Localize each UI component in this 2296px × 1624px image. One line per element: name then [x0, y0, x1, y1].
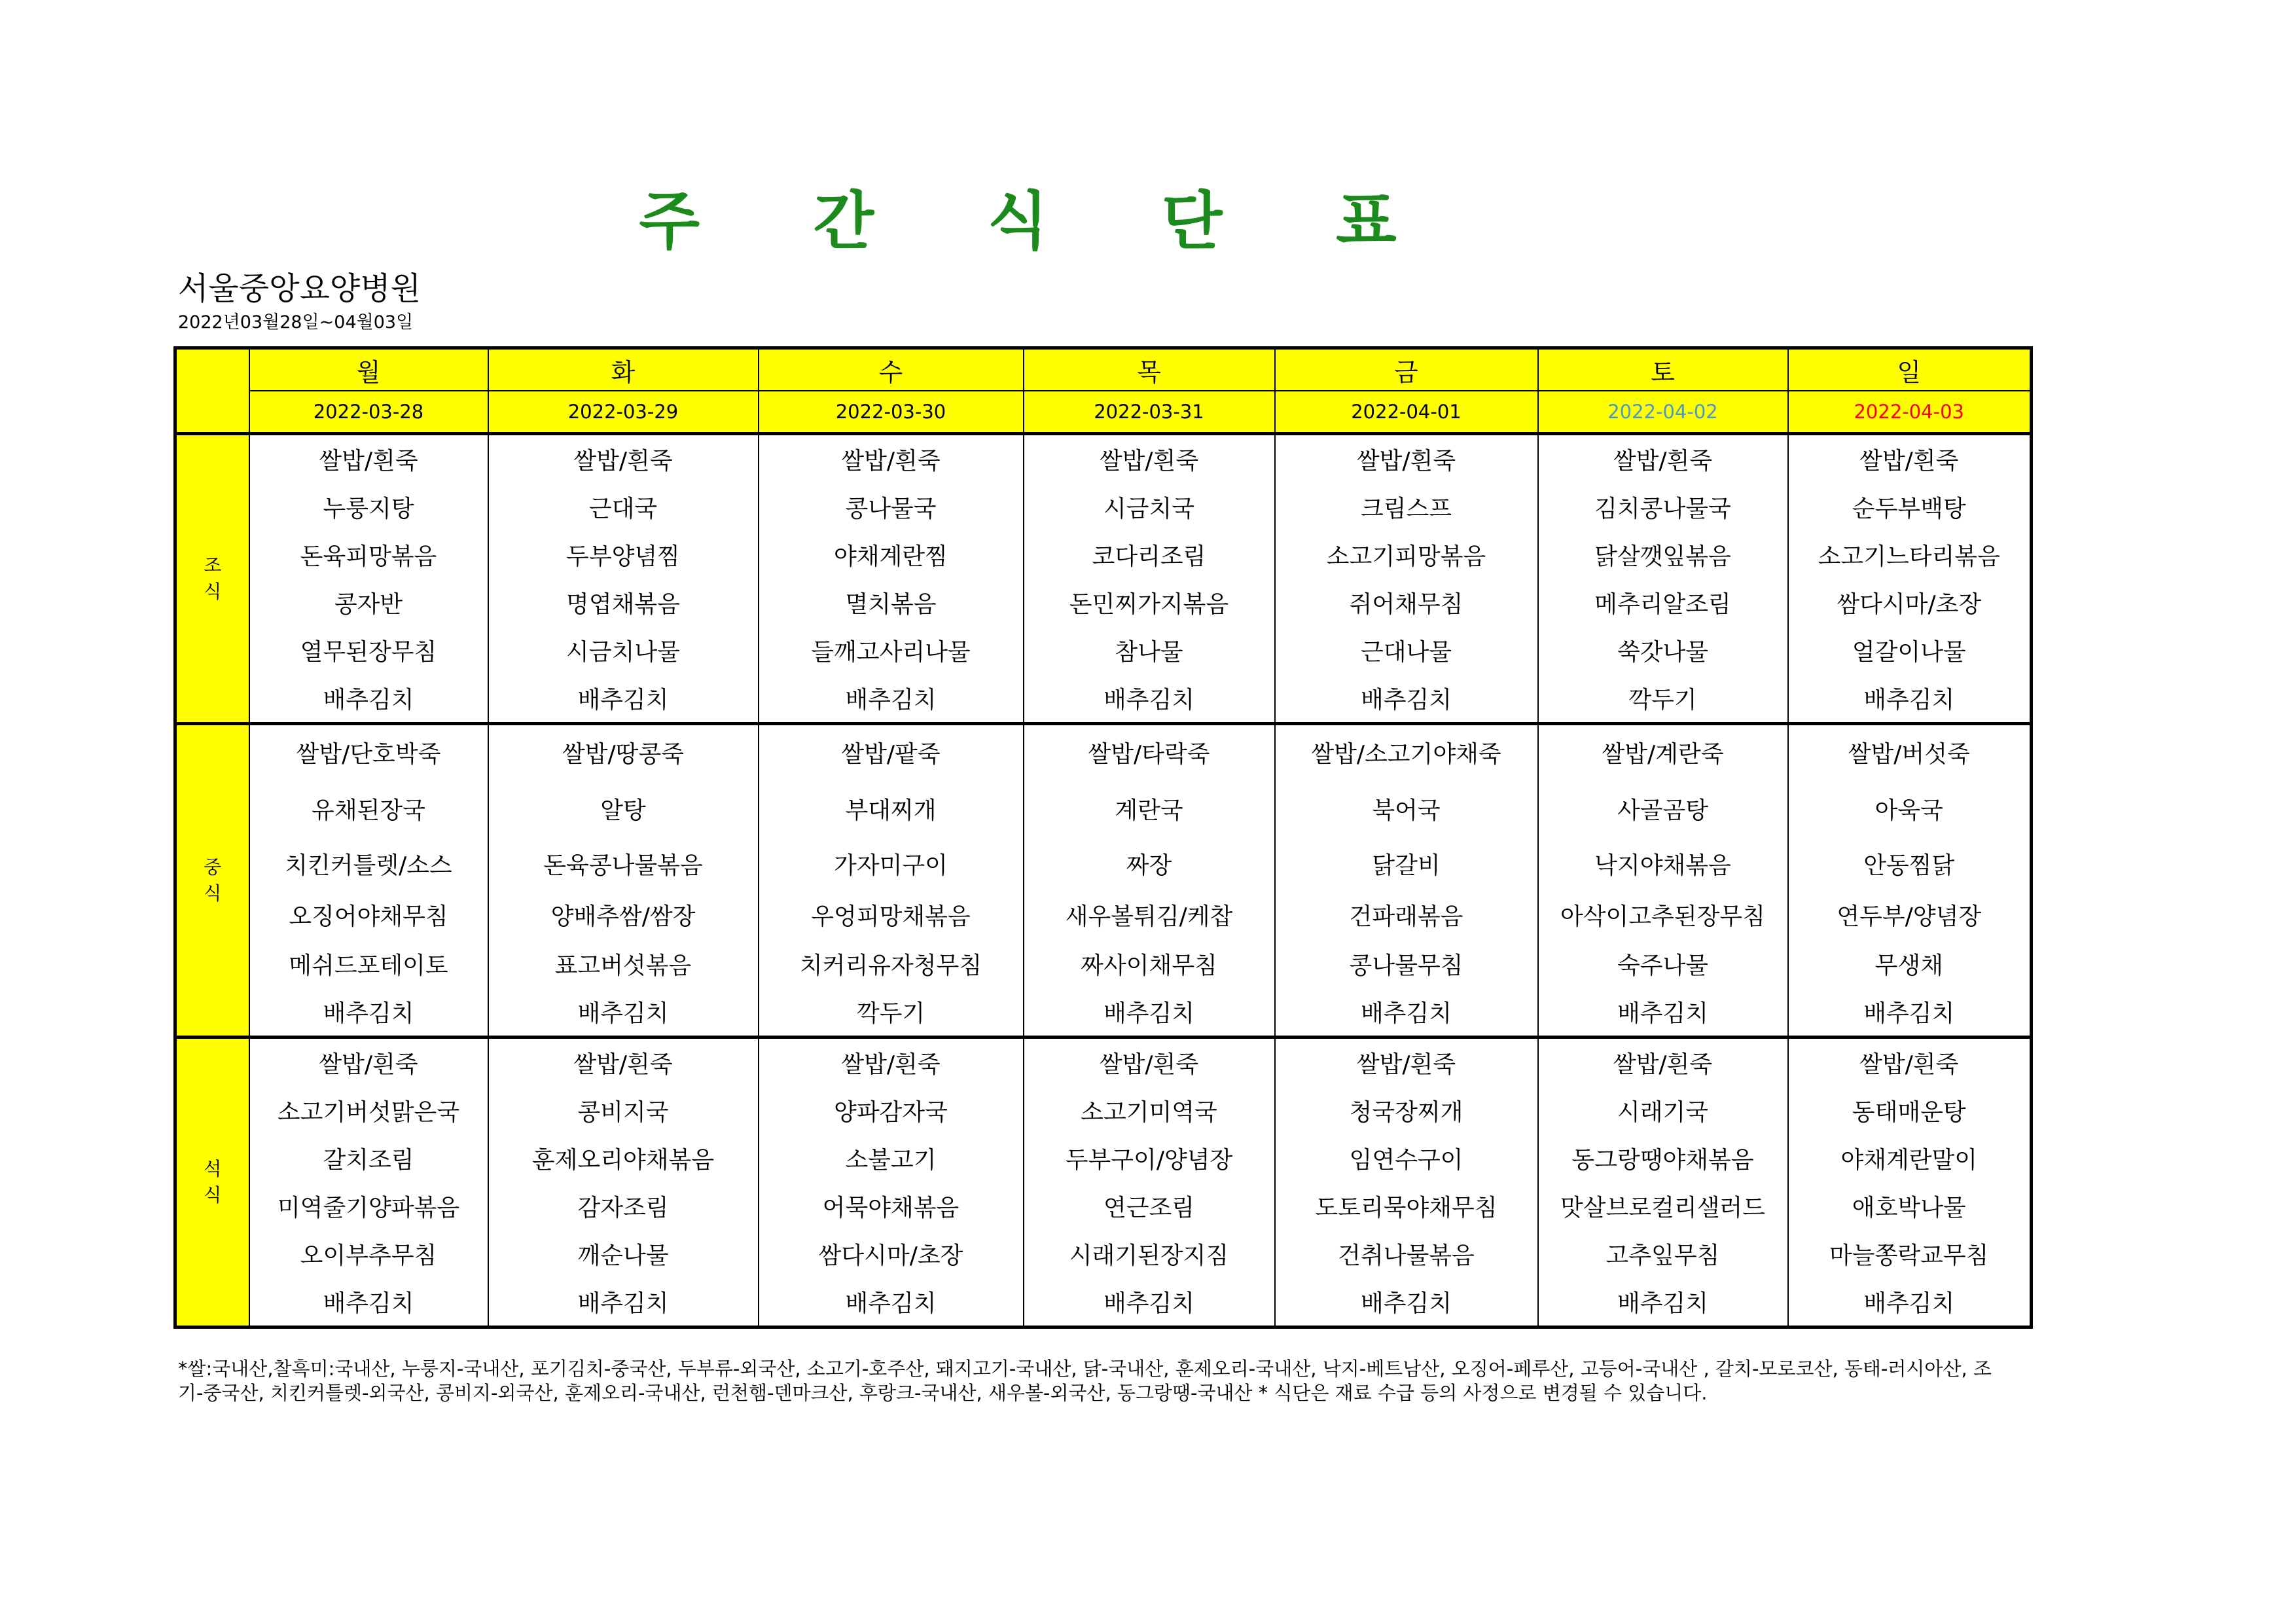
menu-item: 깍두기: [856, 1000, 925, 1027]
menu-item: 쌀밥/흰죽: [1099, 448, 1199, 475]
lunch-mon-cell: [249, 724, 488, 1038]
menu-item: 쌀밥/타락죽: [1088, 740, 1210, 768]
day-header-sun: 일: [1788, 348, 2032, 391]
menu-item: 배추김치: [845, 1290, 937, 1317]
dinner-label-char: 식: [204, 1184, 222, 1206]
menu-item: 깍두기: [1628, 687, 1697, 713]
menu-item: 임연수구이: [1349, 1147, 1463, 1174]
menu-item: 들깨고사리나물: [811, 639, 971, 666]
date-header-sun: 2022-04-03: [1788, 391, 2032, 434]
menu-period: 2022년03월28일~04월03일: [178, 312, 414, 333]
menu-item: 콩비지국: [577, 1099, 669, 1126]
menu-item: 쑥갓나물: [1617, 639, 1709, 666]
menu-item: 명엽채볶음: [566, 591, 680, 618]
menu-item: 근대나물: [1360, 639, 1452, 666]
date-header-mon: 2022-03-28: [249, 391, 488, 434]
menu-item: 표고버섯볶음: [554, 952, 692, 979]
menu-item: 건취나물볶음: [1338, 1242, 1475, 1269]
lunch-tue-cell: [488, 724, 759, 1038]
menu-item: 배추김치: [323, 687, 414, 713]
menu-item: 콩자반: [334, 591, 403, 618]
menu-item: 배추김치: [577, 1000, 669, 1027]
dinner-fri-cell: [1275, 1038, 1538, 1327]
hospital-name: 서울중앙요양병원: [178, 270, 421, 307]
menu-item: 배추김치: [1103, 1290, 1195, 1317]
menu-item: 돈민찌가지볶음: [1069, 591, 1229, 618]
menu-item: 연두부/양념장: [1837, 903, 1982, 930]
menu-item: 맛살브로컬리샐러드: [1560, 1195, 1765, 1221]
menu-item: 양파감자국: [834, 1099, 948, 1126]
menu-item: 쌀밥/버섯죽: [1848, 740, 1970, 768]
menu-item: 배추김치: [1617, 1290, 1709, 1317]
menu-item: 쌀밥/팥죽: [841, 740, 941, 768]
menu-item: 코다리조림: [1092, 543, 1206, 570]
lunch-label-char: 중: [204, 856, 222, 878]
menu-item: 야채계란찜: [834, 543, 948, 570]
menu-item: 배추김치: [323, 1290, 414, 1317]
day-header-thu: 목: [1024, 348, 1275, 391]
menu-item: 무생채: [1874, 952, 1943, 979]
menu-item: 시금치국: [1103, 496, 1195, 522]
menu-item: 쌈다시마/초장: [818, 1242, 963, 1269]
menu-item: 소불고기: [845, 1147, 937, 1174]
lunch-thu-cell: [1024, 724, 1275, 1038]
menu-item: 배추김치: [1863, 687, 1955, 713]
origin-footnote: *쌀:국내산,찰흑미:국내산, 누룽지-국내산, 포기김치-중국산, 두부류-외국산, 소고기-호주산, 돼지고기-국내산, 닭-국내산, 훈제오리-국내산, 낙지-베트남산, 오징어-페루산, 고등어-국내산 , 갈치-모로코산, 동태-러시아산, 조기-중국산, 치킨커틀렛-외국산, 콩비지-외국산, 훈제오리-국내산, 런천햄-덴마크산, 후랑크-국내산, 새우볼-외국산, 동그랑땡-국내산 * 식단은 재료 수급 등의 사정으로 변경될 수 있습니다.: [178, 1358, 1992, 1404]
menu-item: 쌀밥/흰죽: [841, 448, 941, 475]
menu-item: 얼갈이나물: [1852, 639, 1966, 666]
lunch-wed-cell: [759, 724, 1024, 1038]
menu-item: 마늘쫑락교무침: [1829, 1242, 1989, 1269]
day-header-mon: 월: [249, 348, 488, 391]
menu-item: 아삭이고추된장무침: [1560, 903, 1765, 930]
menu-item: 청국장찌개: [1349, 1099, 1463, 1126]
menu-item: 짜장: [1126, 852, 1172, 879]
menu-item: 멸치볶음: [845, 591, 937, 618]
menu-item: 우엉피망채볶음: [811, 903, 971, 930]
dinner-sat-cell: [1538, 1038, 1788, 1327]
menu-item: 배추김치: [1103, 687, 1195, 713]
menu-item: 낙지야채볶음: [1594, 852, 1731, 879]
menu-item: 갈치조림: [323, 1147, 414, 1174]
menu-item: 안동찜닭: [1863, 852, 1955, 879]
menu-item: 도토리묵야채무침: [1315, 1195, 1498, 1221]
menu-item: 메쉬드포테이토: [289, 952, 448, 979]
lunch-row: [175, 724, 2032, 1038]
menu-item: 쌀밥/흰죽: [1356, 1051, 1456, 1078]
menu-item: 새우볼튀김/케찹: [1065, 903, 1233, 930]
date-header-wed: 2022-03-30: [759, 391, 1024, 434]
menu-item: 쌀밥/단호박죽: [296, 740, 441, 768]
menu-item: 배추김치: [1360, 1290, 1452, 1317]
menu-item: 양배추쌈/쌈장: [550, 903, 696, 930]
menu-item: 배추김치: [845, 687, 937, 713]
menu-item: 쌀밥/흰죽: [319, 448, 418, 475]
menu-item: 치커리유자청무침: [799, 952, 982, 979]
menu-item: 배추김치: [1863, 1290, 1955, 1317]
menu-item: 근대국: [588, 496, 658, 522]
breakfast-label-char: 식: [204, 581, 222, 602]
menu-item: 배추김치: [1103, 1000, 1195, 1027]
breakfast-wed-cell: [759, 434, 1024, 724]
menu-item: 애호박나물: [1852, 1195, 1966, 1221]
menu-item: 소고기피망볶음: [1326, 543, 1486, 570]
menu-item: 쌀밥/흰죽: [1613, 448, 1713, 475]
breakfast-row: [175, 434, 2032, 724]
day-header-fri: 금: [1275, 348, 1538, 391]
menu-item: 북어국: [1372, 797, 1441, 824]
date-header-fri: 2022-04-01: [1275, 391, 1538, 434]
menu-item: 소고기미역국: [1081, 1099, 1217, 1126]
menu-item: 시금치나물: [566, 639, 680, 666]
menu-item: 쌀밥/흰죽: [1859, 448, 1959, 475]
menu-item: 짜사이채무침: [1081, 952, 1217, 979]
menu-item: 쌀밥/계란죽: [1602, 740, 1724, 768]
menu-item: 동태매운탕: [1852, 1099, 1966, 1126]
menu-item: 쥐어채무침: [1349, 591, 1463, 618]
menu-item: 닭갈비: [1372, 852, 1441, 879]
menu-item: 크림스프: [1360, 496, 1452, 522]
day-header-wed: 수: [759, 348, 1024, 391]
date-header-sat: 2022-04-02: [1538, 391, 1788, 434]
menu-item: 동그랑땡야채볶음: [1571, 1147, 1754, 1174]
day-header-tue: 화: [488, 348, 759, 391]
menu-item: 배추김치: [1863, 1000, 1955, 1027]
menu-item: 누룽지탕: [323, 496, 414, 522]
menu-item: 쌀밥/흰죽: [1099, 1051, 1199, 1078]
lunch-sun-cell: [1788, 724, 2032, 1038]
menu-item: 배추김치: [577, 1290, 669, 1317]
menu-item: 시래기국: [1617, 1099, 1709, 1126]
menu-item: 두부구이/양념장: [1065, 1147, 1233, 1174]
menu-item: 김치콩나물국: [1594, 496, 1731, 522]
menu-item: 콩나물국: [845, 496, 937, 522]
menu-item: 배추김치: [1360, 1000, 1452, 1027]
dinner-mon-cell: [249, 1038, 488, 1327]
dinner-tue-cell: [488, 1038, 759, 1327]
menu-item: 소고기느타리볶음: [1818, 543, 2000, 570]
menu-item: 쌀밥/흰죽: [1613, 1051, 1713, 1078]
menu-item: 사골곰탕: [1617, 797, 1709, 824]
breakfast-mon-cell: [249, 434, 488, 724]
menu-item: 돈육콩나물볶음: [543, 852, 703, 879]
menu-item: 쌀밥/흰죽: [573, 1051, 673, 1078]
menu-item: 쌀밥/소고기야채죽: [1311, 740, 1501, 768]
menu-item: 알탕: [600, 797, 646, 824]
menu-item: 돈육피망볶음: [300, 543, 437, 570]
menu-item: 훈제오리야채볶음: [531, 1147, 715, 1174]
lunch-label: [175, 724, 249, 1038]
menu-item: 숙주나물: [1617, 952, 1709, 979]
dinner-row: [175, 1038, 2032, 1327]
menu-item: 오징어야채무침: [289, 903, 448, 930]
menu-item: 쌀밥/흰죽: [573, 448, 673, 475]
dinner-wed-cell: [759, 1038, 1024, 1327]
menu-item: 쌀밥/흰죽: [319, 1051, 418, 1078]
menu-item: 쌀밥/흰죽: [841, 1051, 941, 1078]
breakfast-thu-cell: [1024, 434, 1275, 724]
menu-item: 감자조림: [577, 1195, 669, 1221]
menu-item: 메추리알조림: [1594, 591, 1731, 618]
breakfast-sun-cell: [1788, 434, 2032, 724]
dinner-label: [175, 1038, 249, 1327]
menu-item: 소고기버섯맑은국: [277, 1099, 460, 1126]
header-corner: [175, 348, 249, 434]
date-header-thu: 2022-03-31: [1024, 391, 1275, 434]
breakfast-tue-cell: [488, 434, 759, 724]
dinner-label-char: 석: [204, 1158, 222, 1180]
page-title: 주 간 식 단 표: [639, 185, 1443, 258]
menu-item: 아욱국: [1874, 797, 1943, 824]
menu-item: 콩나물무침: [1349, 952, 1463, 979]
menu-item: 어묵야채볶음: [822, 1195, 960, 1221]
menu-item: 깨순나물: [577, 1242, 669, 1269]
menu-item: 배추김치: [323, 1000, 414, 1027]
menu-item: 연근조림: [1103, 1195, 1195, 1221]
menu-item: 시래기된장지짐: [1069, 1242, 1229, 1269]
menu-item: 고추잎무침: [1605, 1242, 1720, 1269]
menu-item: 순두부백탕: [1852, 496, 1966, 522]
menu-item: 오이부추무침: [300, 1242, 437, 1269]
menu-item: 쌈다시마/초장: [1837, 591, 1982, 618]
menu-item: 미역줄기양파볶음: [277, 1195, 460, 1221]
breakfast-fri-cell: [1275, 434, 1538, 724]
menu-item: 열무된장무침: [300, 639, 437, 666]
date-header-tue: 2022-03-29: [488, 391, 759, 434]
lunch-fri-cell: [1275, 724, 1538, 1038]
menu-item: 쌀밥/땅콩죽: [562, 740, 684, 768]
day-header-sat: 토: [1538, 348, 1788, 391]
breakfast-label-char: 조: [204, 554, 222, 576]
menu-item: 쌀밥/흰죽: [1859, 1051, 1959, 1078]
menu-item: 참나물: [1115, 639, 1183, 666]
dinner-sun-cell: [1788, 1038, 2032, 1327]
menu-item: 배추김치: [577, 687, 669, 713]
menu-item: 닭살깻잎볶음: [1594, 543, 1731, 570]
menu-item: 계란국: [1115, 797, 1183, 824]
menu-item: 가자미구이: [834, 852, 948, 879]
menu-item: 배추김치: [1360, 687, 1452, 713]
weekly-menu-table: [173, 346, 2033, 1329]
menu-item: 배추김치: [1617, 1000, 1709, 1027]
menu-item: 야채계란말이: [1840, 1147, 1978, 1174]
menu-item: 쌀밥/흰죽: [1356, 448, 1456, 475]
menu-item: 두부양념찜: [566, 543, 680, 570]
lunch-sat-cell: [1538, 724, 1788, 1038]
lunch-label-char: 식: [204, 882, 222, 904]
breakfast-sat-cell: [1538, 434, 1788, 724]
menu-item: 건파래볶음: [1349, 903, 1463, 930]
menu-item: 부대찌개: [845, 797, 937, 824]
breakfast-label: [175, 434, 249, 724]
dinner-thu-cell: [1024, 1038, 1275, 1327]
menu-item: 유채된장국: [312, 797, 425, 824]
menu-item: 치킨커틀렛/소스: [285, 852, 452, 879]
